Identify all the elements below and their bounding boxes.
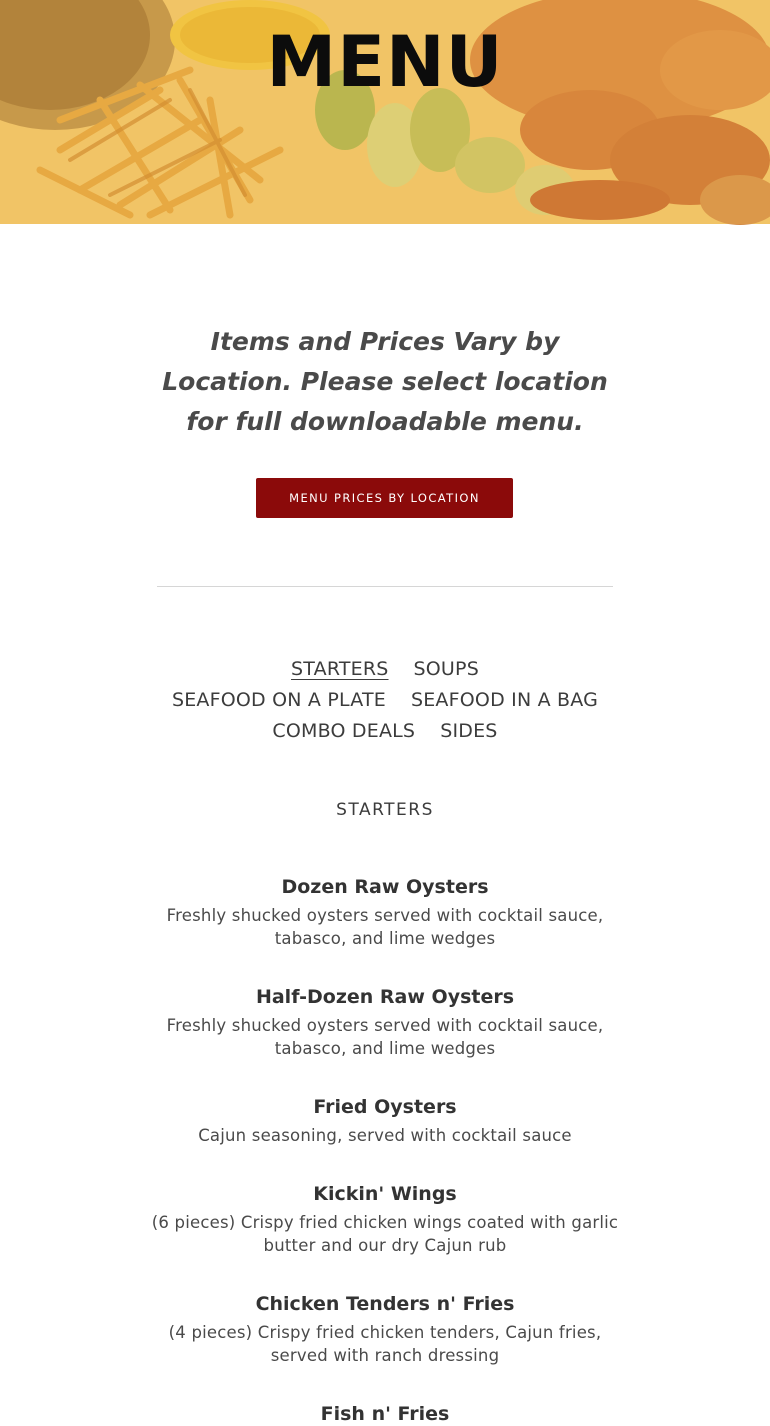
menu-item [150, 1402, 620, 1426]
hero-banner [0, 0, 770, 224]
menu-item-name: Fried Oysters [313, 1096, 457, 1118]
menu-item [150, 875, 620, 950]
category-row [150, 685, 620, 716]
menu-item [150, 1095, 620, 1147]
category-tab-seafood-on-a-plate[interactable]: SEAFOOD ON A PLATE [171, 689, 386, 711]
menu-item [150, 1182, 620, 1257]
menu-item [150, 1292, 620, 1367]
menu-item-description: Freshly shucked oysters served with cocktail sauce, tabasco, and lime wedges [166, 906, 604, 948]
menu-item-name: Kickin' Wings [313, 1183, 457, 1205]
menu-item-name: Fish n' Fries [320, 1403, 450, 1425]
category-tab-sides[interactable]: SIDES [440, 720, 498, 742]
category-tab-combo-deals[interactable]: COMBO DEALS [272, 720, 416, 742]
page-title: MENU [266, 21, 504, 103]
location-notice: Items and Prices Vary by Location. Please select location for full downloadable menu. [162, 327, 608, 436]
category-tab-seafood-in-a-bag[interactable]: SEAFOOD IN A BAG [410, 689, 599, 711]
menu-item-description: (6 pieces) Crispy fried chicken wings coated with garlic butter and our dry Cajun rub [151, 1213, 619, 1255]
menu-item-description: Cajun seasoning, served with cocktail sauce [198, 1126, 572, 1145]
menu-item [150, 985, 620, 1060]
category-tab-soups[interactable]: SOUPS [413, 658, 479, 680]
divider [157, 586, 613, 587]
menu-item-name: Half-Dozen Raw Oysters [255, 986, 515, 1008]
menu-item-name: Dozen Raw Oysters [281, 876, 489, 898]
category-row [150, 654, 620, 685]
menu-item-description: Freshly shucked oysters served with cocktail sauce, tabasco, and lime wedges [166, 1016, 604, 1058]
category-row [150, 716, 620, 747]
menu-item-description: (4 pieces) Crispy fried chicken tenders, Cajun fries, served with ranch dressing [168, 1323, 602, 1365]
category-nav [150, 654, 620, 747]
menu-item-name: Chicken Tenders n' Fries [255, 1293, 515, 1315]
category-tab-starters[interactable]: STARTERS [291, 658, 389, 680]
menu-prices-by-location-button[interactable]: MENU PRICES BY LOCATION [256, 478, 513, 518]
section-title: STARTERS [336, 800, 434, 820]
